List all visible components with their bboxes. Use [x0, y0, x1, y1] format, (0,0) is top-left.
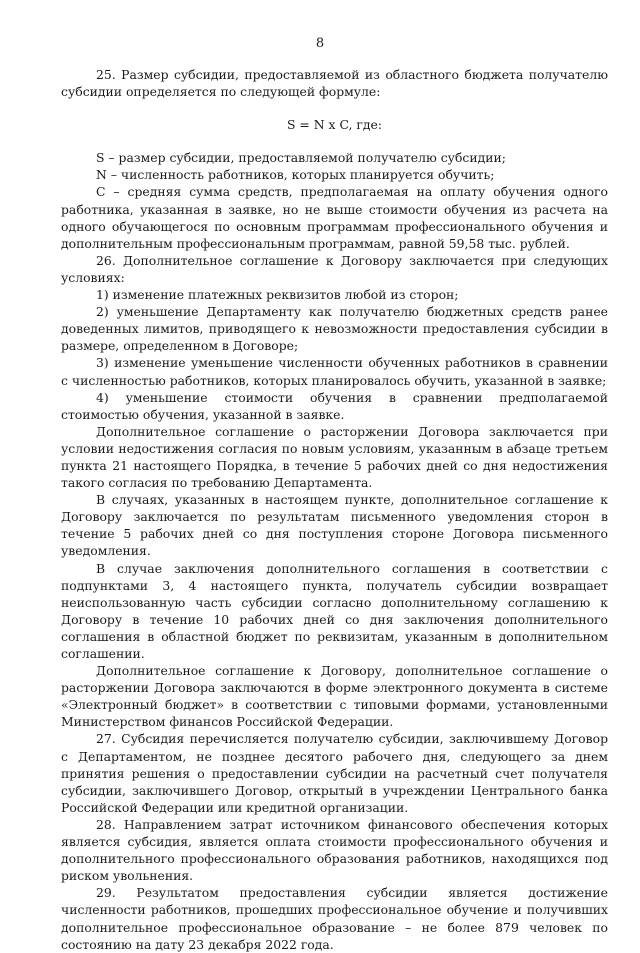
paragraph-28: 28. Направлением затрат источником финансового обеспечения которых является субсидия, является оплата стоимости профессионального обучения и дополнительного профессионального образования работников, находящихся под риском увольнения.	[61, 816, 608, 884]
paragraph-26-item-3: 3) изменение уменьшение численности обученных работников в сравнении с численностью работников, которых планировалось обучить, указанной в заявке;	[61, 355, 608, 388]
paragraph-26-electronic-form: Дополнительное соглашение к Договору, дополнительное соглашение о расторжении Договора заключаются в форме электронного документа в системе «Электронный бюджет» в соответствии с типовыми формами, установленными Министерством финансов Российской Федерации.	[61, 663, 608, 730]
definition-s: S – размер субсидии, предоставляемой получателю субсидии;	[96, 150, 506, 166]
definition-c: С – средняя сумма средств, предполагаемая на оплату обучения одного работника, указанная в заявке, но не выше стоимости обучения из расчета на одного обучающегося по основным программам профессионального обучения и дополнительным профессиональным программам, равной 59,58 тыс. рублей.	[61, 184, 608, 251]
paragraph-26-item-4: 4) уменьшение стоимости обучения в сравнении предполагаемой стоимостью обучения, указанной в заявке.	[61, 389, 608, 422]
paragraph-26-item-2: 2) уменьшение Департаменту как получателю бюджетных средств ранее доведенных лимитов, приводящего к невозможности предоставления субсидии в размере, определенном в Договоре;	[61, 304, 608, 354]
paragraph-27: 27. Субсидия перечисляется получателю субсидии, заключившему Договор с Департаментом, не позднее десятого рабочего дня, следующего за днем принятия решения о предоставлении субсидии на расчетный счет получателя субсидии, заключившего Договор, открытый в учреждении Центрального банка Российской Федерации или кредитной организации.	[61, 731, 608, 815]
document-body	[61, 66, 608, 953]
definition-n: N – численность работников, которых планируется обучить;	[96, 167, 495, 183]
paragraph-26-termination: Дополнительное соглашение о расторжении Договора заключается при условии недостижения согласия по новым условиям, указанным в абзаце третьем пункта 21 настоящего Порядка, в течение 5 рабочих дней со дня недостижения такого согласия по требованию Департамента.	[61, 423, 608, 491]
paragraph-29: 29. Результатом предоставления субсидии является достижение численности работников, прошедших профессиональное обучение и получивших дополнительное профессиональное образование – не более 879 человек по состоянию на дату 23 декабря 2022 года.	[61, 885, 608, 952]
page-number: 8	[315, 36, 325, 51]
paragraph-25: 25. Размер субсидии, предоставляемой из областного бюджета получателю субсидии определяется по следующей формуле:	[61, 67, 608, 100]
paragraph-26-item-1: 1) изменение платежных реквизитов любой из сторон;	[96, 287, 459, 303]
paragraph-26-refund: В случае заключения дополнительного соглашения в соответствии с подпунктами 3, 4 настоящего пункта, получатель субсидии возвращает неиспользованную часть субсидии согласно дополнительному соглашению к Договору в течение 10 рабочих дней со дня заключения дополнительного соглашения в областной бюджет по реквизитам, указанным в дополнительном соглашении.	[61, 560, 608, 661]
paragraph-26-notification: В случаях, указанных в настоящем пункте, дополнительное соглашение к Договору заключается по результатам письменного уведомления сторон в течение 5 рабочих дней со дня поступления стороне Договора письменного уведомления.	[61, 492, 608, 559]
paragraph-26: 26. Дополнительное соглашение к Договору заключается при следующих условиях:	[61, 252, 608, 285]
formula: S = N x C, где:	[287, 117, 382, 133]
